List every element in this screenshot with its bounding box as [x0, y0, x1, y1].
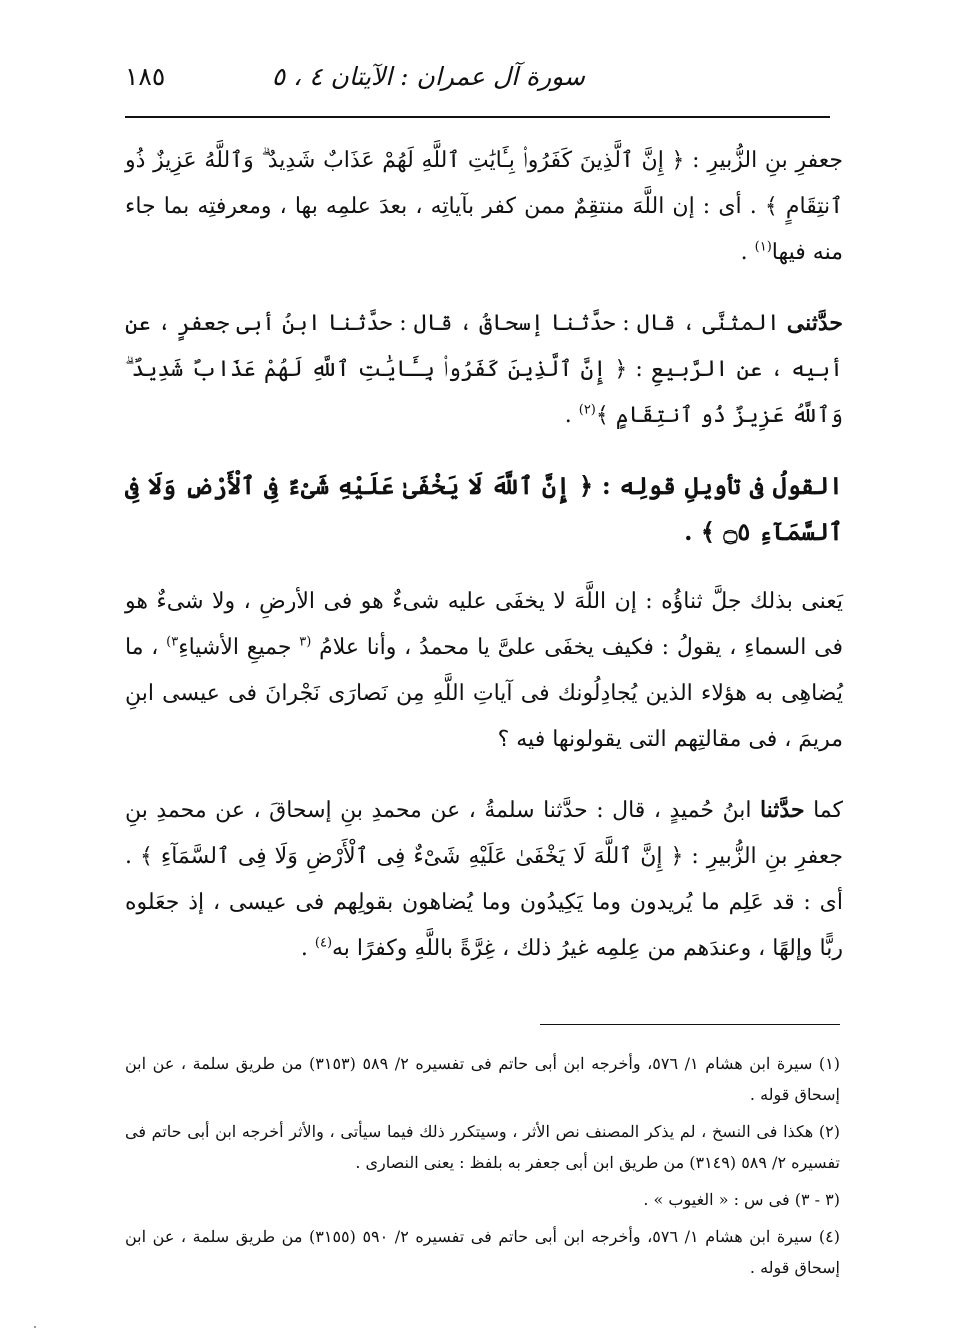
- footnote-2: (٢) هكذا فى النسخ ، لم يذكر المصنف نص الأثر ، وسيتكرر ذلك فيما سيأتى ، والأثر أخرجه ابن أبى حاتم فى تفسيره ٢/ ٥٨٩ (٣١٤٩) من طريق ابن أبى جعفر به بلفظ : يعنى النصارى .: [125, 1122, 840, 1172]
- paragraph-4: [125, 787, 843, 972]
- paragraph-4-text-a: كما: [804, 798, 844, 823]
- scan-mark: [34, 1326, 36, 1328]
- paragraph-4-end: .: [300, 936, 315, 961]
- footnote-ref-4: (٤): [314, 935, 333, 951]
- paragraph-1-text: جعفرِ بنِ الزُّبيرِ : ﴿ إِنَّ ٱلَّذِينَ كَفَرُوا۟ بِـَٔايَٰتِ ٱللَّهِ لَهُمْ عَذَابٌ شَدِيدٌ ۗ وَٱللَّهُ عَزِيزٌ ذُو ٱنتِقَامٍ ﴾ . أى : إن اللَّهَ منتقِمٌ ممن كفر بآياتِه ، بعدَ علمِه بها ، ومعرفتِه بما جاء منه فيها: [125, 148, 843, 265]
- paragraph-3-text-a: يَعنى بذلك جلَّ ثناؤُه : إن اللَّهَ لا يخفَى عليه شىءٌ هو فى الأرضِ ، ولا شىءٌ هو فى السماءِ ، يقولُ : فكيف يخفَى علىَّ يا محمدُ ، وأنا علامُ: [125, 589, 843, 660]
- main-text: [125, 138, 843, 996]
- footnote-ref-1: (١): [754, 239, 772, 255]
- footnote-ref-3-end: ٣): [166, 634, 179, 650]
- footnote-3: (٣ - ٣) فى س : « الغيوب » .: [643, 1190, 840, 1209]
- footnote-4: (٤) سيرة ابن هشام ١/ ٥٧٦، وأخرجه ابن أبى حاتم فى تفسيره ٢/ ٥٩٠ (٣١٥٥) من طريق سلمة ، عن ابن إسحاق قوله .: [125, 1227, 841, 1277]
- footnote-ref-3-start: (٣: [299, 634, 312, 650]
- paragraph-3-text-b: جميعِ الأشياءِ: [178, 635, 300, 660]
- paragraph-2-end: .: [564, 403, 579, 428]
- footnotes: [125, 1048, 840, 1289]
- page-number: ١٨٥: [125, 62, 166, 91]
- paragraph-3-text-c: ، ما يُضاهِى به هؤلاء الذين يُجادِلُونك فى آياتِ اللَّهِ مِن نَصارَى نَجْرانَ فى عيسى ابنِ مريمَ ، فى مقالتِهم التى يقولونها فيه ؟: [125, 635, 843, 752]
- footnote-rule: [540, 1024, 840, 1025]
- header-rule: [125, 116, 830, 118]
- paragraph-4-text-b: ابنُ حُميدٍ ، قال : حدَّثنا سلمةُ ، عن محمدِ بنِ إسحاقَ ، عن محمدِ بنِ جعفرِ بنِ الزُّبيرِ : ﴿ إِنَّ ٱللَّهَ لَا يَخْفَىٰ عَلَيْهِ شَىْءٌ فِى ٱلْأَرْضِ وَلَا فِى ٱلسَّمَآءِ ﴾ . أى : قد عَلِم ما يُريدون وما يَكِيدُون وما يُضاهون بقولِهم فى عيسى ، إذ جعَلوه ربًّا وإلهًا ، وعندَهم من عِلمِه غيرُ ذلك ، غِرَّةً باللَّهِ وكفرًا به: [125, 798, 843, 961]
- page-header: [125, 58, 830, 98]
- paragraph-3: [125, 579, 843, 763]
- paragraph-2-text: المثنَّى ، قال : حدَّثنا إسحاقُ ، قال : حدَّثنا ابنُ أبى جعفرٍ ، عن أبيه ، عن الرَّبيعِ : ﴿ إِنَّ ٱلَّذِينَ كَفَرُوا۟ بِـَٔايَٰتِ ٱللَّهِ لَهُمْ عَذَابٌ شَدِيدٌ ۗ وَٱللَّهُ عَزِيزٌ ذُو ٱنتِقَامٍ ﴾: [125, 311, 843, 428]
- paragraph-2: [125, 300, 843, 439]
- running-title: سورة آل عمران : الآيتان ٤ ، ٥: [271, 62, 585, 91]
- section-heading: القولُ فى تأويلِ قولِه : ﴿ إِنَّ ٱللَّهَ لَا يَخْفَىٰ عَلَيْهِ شَىْءٌ فِى ٱلْأَرْضِ وَلَا فِى ٱلسَّمَآءِ ۝٥ ﴾ .: [125, 471, 843, 546]
- footnote-ref-2: (٢): [578, 402, 596, 418]
- paragraph-4-lead: حدَّثنا: [759, 797, 805, 823]
- paragraph-1: [125, 138, 843, 276]
- paragraph-1-end: .: [740, 240, 755, 265]
- paragraph-2-lead: حدَّثنى: [786, 310, 843, 336]
- footnote-1: (١) سيرة ابن هشام ١/ ٥٧٦، وأخرجه ابن أبى حاتم فى تفسيره ٢/ ٥٨٩ (٣١٥٣) من طريق سلمة ، عن ابن إسحاق قوله .: [125, 1054, 841, 1104]
